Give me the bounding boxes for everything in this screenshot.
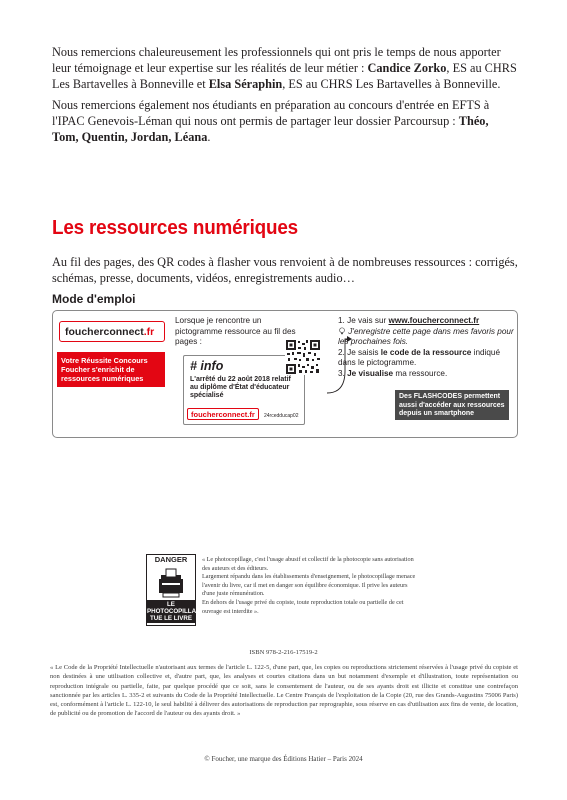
step-2 <box>338 348 516 369</box>
step-text: 3. <box>338 368 348 378</box>
foucherconnect-logo <box>59 321 165 342</box>
steps-list <box>338 316 516 379</box>
step-text: 2. Je saisis <box>338 347 381 357</box>
step-3 <box>338 369 516 380</box>
ack-text: Nous remercions également nos étudiants en préparation au concours d'entrée en EFTS à l'IPAC Genevois-Léman qui nous ont permis de partager leur dossier Parcoursup : <box>52 97 490 128</box>
foucherconnect-link[interactable]: www.foucherconnect.fr <box>388 316 480 325</box>
warning-paragraph: En dehors de l'usage privé du copiste, toute reproduction totale ou partielle de cet ouvrage est interdite ». <box>202 598 404 615</box>
isbn: ISBN 978-2-216-17519-2 <box>249 649 318 656</box>
photocopier-book-icon <box>156 567 186 599</box>
lightbulb-icon <box>338 327 346 335</box>
logo-brand: foucherconnect <box>65 326 144 338</box>
red-note: Votre Réussite Concours Foucher s'enrichit de ressources numériques <box>57 352 165 387</box>
resources-intro: Au fil des pages, des QR codes à flasher vous renvoient à de nombreuses ressources : corrigés, schémas, presse, documents, vidéos, enregistrements audio… <box>52 255 518 285</box>
ack-text: , ES au CHRS Les Bartavelles à Bonneville et <box>52 61 517 92</box>
ack-text: , ES au CHRS Les Bartavelles à Bonneville. <box>282 77 501 92</box>
logo-tld: .fr <box>143 326 155 338</box>
info-logo-text: foucherconnect.fr <box>191 410 255 419</box>
step-1 <box>338 316 516 327</box>
step-bold: Je visualise <box>347 368 394 378</box>
ack-text: . <box>207 130 211 145</box>
ack-names: Théo, Tom, Quentin, Jordan, Léana <box>52 113 489 145</box>
danger-caption: LE PHOTOCOPILLAGE TUE LE LIVRE <box>147 601 205 622</box>
warning-paragraph: « Le photocopillage, c'est l'usage abusif et collectif de la photocopie sans autorisation des auteurs et des éditeurs. <box>202 556 414 572</box>
ack-text: Nous remercions chaleureusement les professionnels qui ont pris le temps de nous apporter leur témoignage et leur expertise sur les réalités de leur métier : <box>52 45 501 76</box>
danger-label: DANGER <box>154 555 188 564</box>
step-text: indiqué dans le pictogramme. <box>338 347 501 367</box>
instructions-panel <box>52 310 518 438</box>
mode-title: Mode d'emploi <box>52 292 136 306</box>
ack-paragraph-2 <box>52 97 517 146</box>
step-text: 1. Je vais sur <box>338 316 389 325</box>
ack-name: Elsa Séraphin <box>208 77 283 92</box>
section-heading: Les ressources numériques <box>52 216 298 239</box>
flashcode-note: Des FLASHCODES permettent aussi d'accéder aux ressources depuis un smartphone <box>395 390 509 420</box>
warning-paragraph: Largement répandu dans les établissements d'enseignement, le photocopillage menace l'avenir du livre, car il met en danger son équilibre économique. Il prive les auteurs d'une juste rémunération. <box>202 573 416 598</box>
acknowledgements <box>52 44 517 149</box>
step-bold: le code de la ressource <box>380 347 472 357</box>
info-foucherconnect-logo <box>187 408 259 420</box>
resource-code: 24rcedducap02 <box>264 413 299 419</box>
step-1-note <box>338 327 516 348</box>
step-note: J'enregistre cette page dans mes favoris pour les prochaines fois. <box>338 326 514 346</box>
copyright: © Foucher, une marque des Éditions Hatier – Paris 2024 <box>204 755 363 763</box>
ack-name: Candice Zorko <box>367 61 447 76</box>
ack-paragraph-1 <box>52 44 517 93</box>
photocopy-warning <box>202 556 418 616</box>
legal-notice: « Le Code de la Propriété Intellectuelle n'autorisant aux termes de l'article L. 122-5, d'une part, que, les copies ou reproductions strictement réservées à l'usage privé du copiste et non destinées à une utilisation collective et, d'autre part, que, les analyses et courtes citations dans un but notamment d'exemple et d'illustration, toute représentation ou reproduction intégrale ou partielle, faite, par quelque procédé que ce soit, sans le consentement de l'auteur, ou de ses ayants droit est illicite et constitue une contrefaçon sanctionnée par les articles L. 335-2 et suivants du Code de la Propriété Intellectuelle. Le Centre Français de l'exploitation de la Copie (20, rue des Grands-Augustins 75006 Paris) est, conformément à l'article L. 122-10, le seul habilité à délivrer des autorisations de reproduction par reprographie, sous réserve en cas d'utilisation aux fins de vente, de location, de publicité ou de promotion de l'accord de l'auteur ou des ayants droit. » <box>50 664 518 718</box>
step-text: ma ressource. <box>393 368 448 378</box>
pictogram-instruction: Lorsque je rencontre un pictogramme ressource au fil des pages : <box>175 316 296 346</box>
photocopillage-logo <box>146 554 205 626</box>
info-title: # info <box>190 359 224 373</box>
info-text: L'arrêté du 22 août 2018 relatif au diplôme d'État d'éducateur spécialisé <box>190 376 291 400</box>
